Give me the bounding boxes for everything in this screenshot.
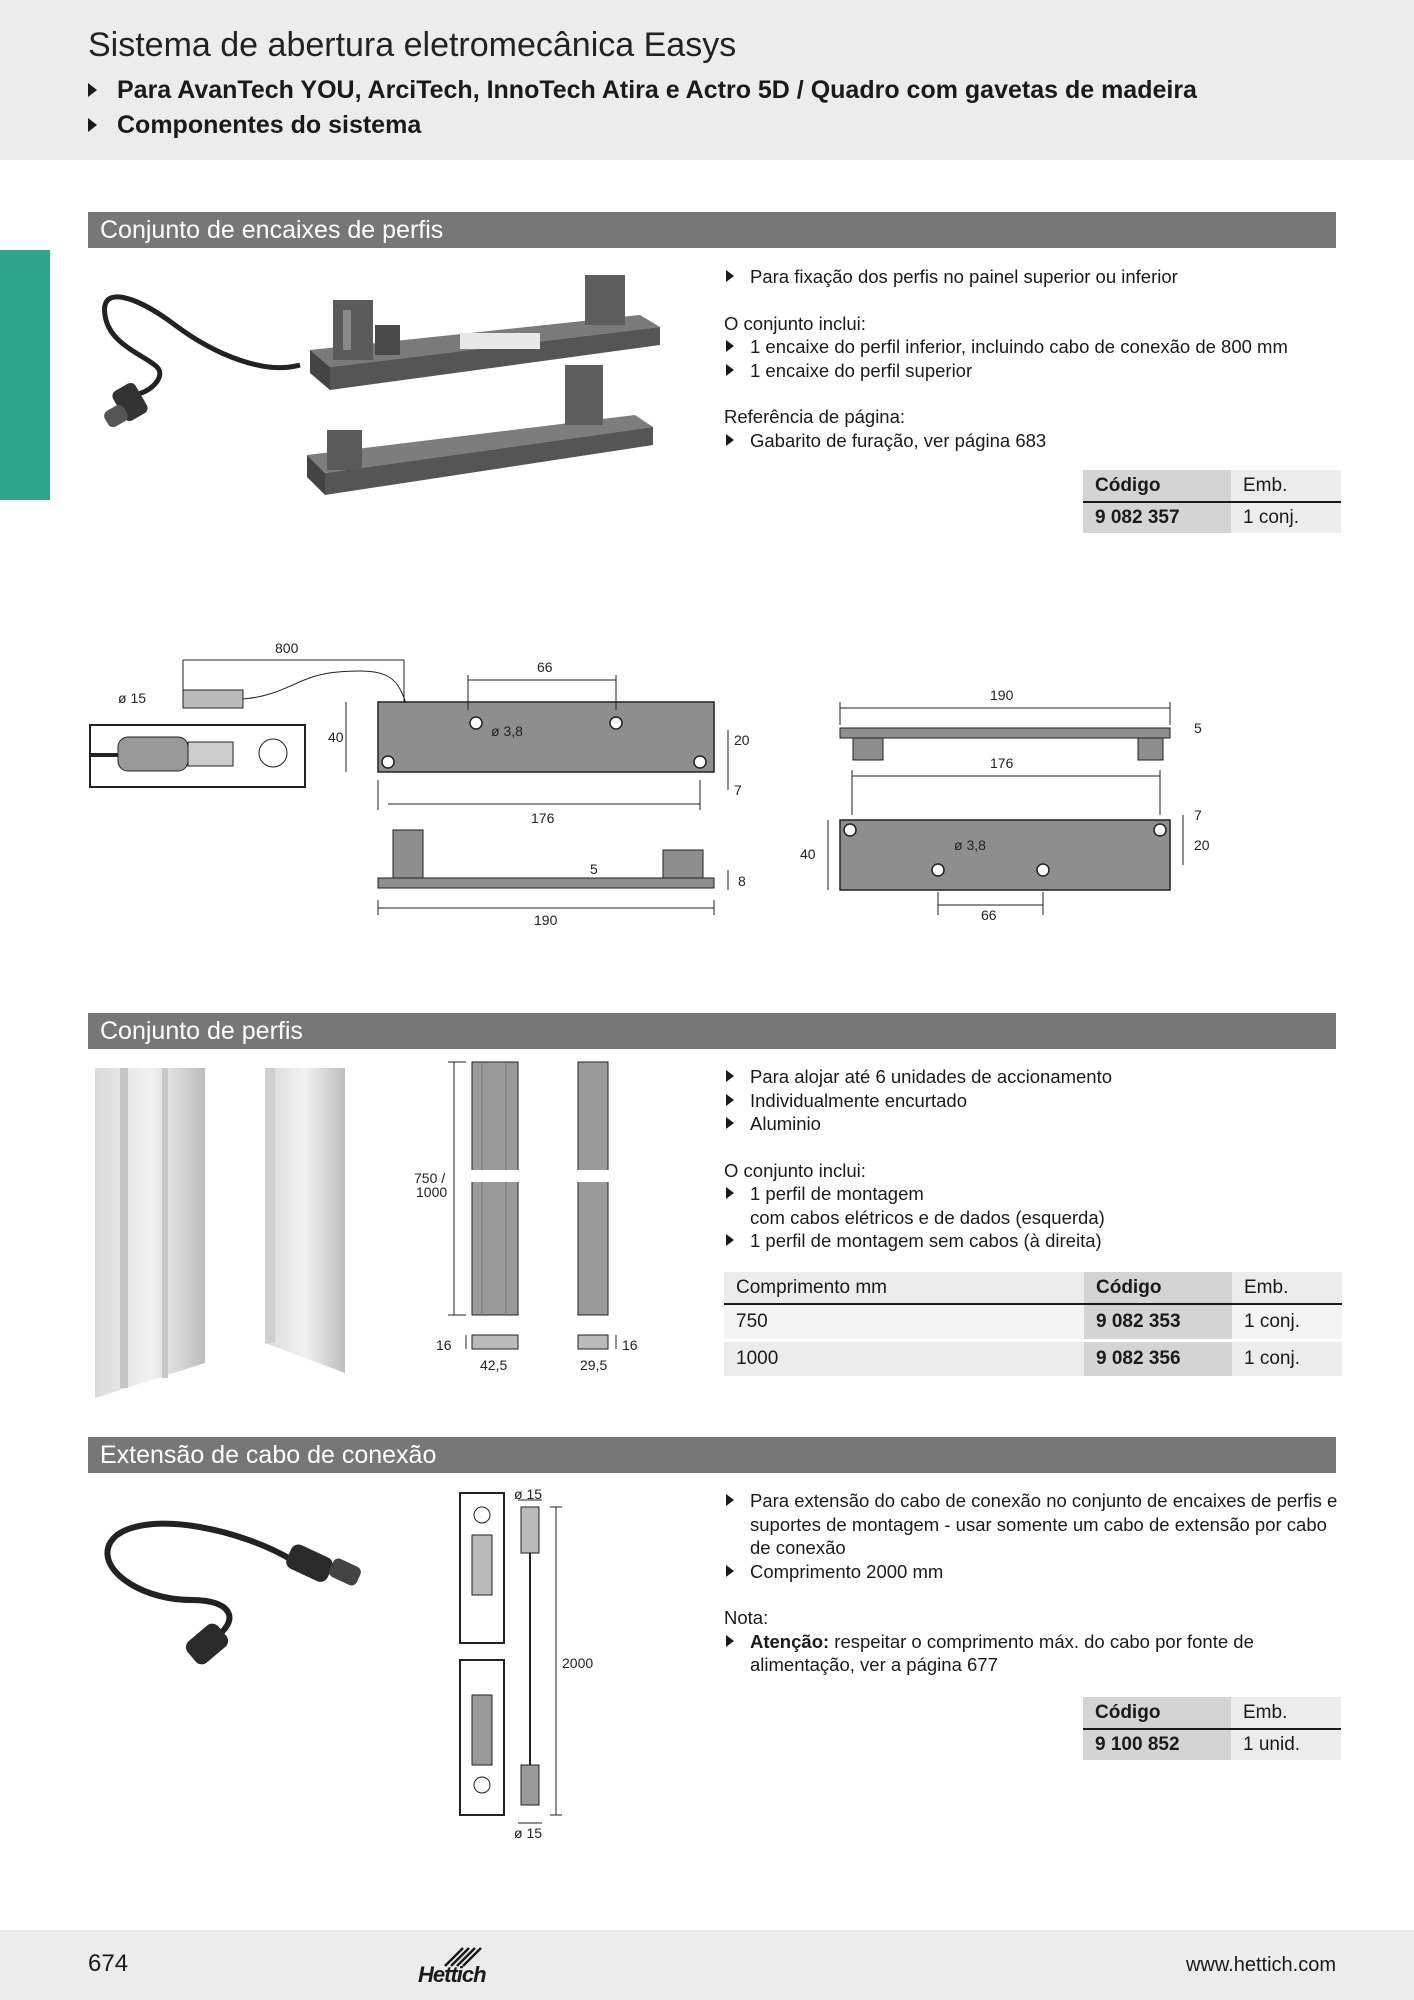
cell-pack: 1 conj. bbox=[1231, 503, 1341, 536]
dim-height-top: 40 bbox=[800, 846, 816, 862]
section-title: Conjunto de encaixes de perfis bbox=[100, 216, 444, 244]
section-title: Extensão de cabo de conexão bbox=[100, 1441, 437, 1469]
order-table-endcaps bbox=[1083, 470, 1341, 536]
dim-profile-width-right: 29,5 bbox=[580, 1357, 608, 1373]
list-item: Para fixação dos perfis no painel superior ou inferior bbox=[724, 265, 1344, 289]
dim-height: 40 bbox=[328, 729, 344, 745]
extension-cable-drawing bbox=[448, 1485, 608, 1845]
page-header bbox=[0, 0, 1414, 160]
dim-hole-span: 176 bbox=[531, 810, 555, 826]
column-header-pack: Emb. bbox=[1231, 470, 1341, 503]
list-item: Individualmente encurtado bbox=[724, 1089, 1344, 1113]
subtitle-components-text: Componentes do sistema bbox=[117, 111, 422, 139]
dim-base-height: 8 bbox=[738, 873, 746, 889]
bullet-arrow-icon bbox=[726, 1234, 734, 1246]
dim-edge: 7 bbox=[734, 782, 742, 798]
table-header-row bbox=[724, 1272, 1342, 1305]
list-item-continued: suportes de montagem - usar somente um cabo de extensão por cabo bbox=[750, 1513, 1327, 1535]
section-bar-profile-set bbox=[88, 1013, 1336, 1049]
table-header-row bbox=[1083, 1697, 1341, 1730]
bullet-arrow-icon bbox=[726, 270, 734, 282]
logo-wordmark: Hettich bbox=[418, 1962, 486, 1987]
dim-plug-diameter: ø 15 bbox=[118, 690, 147, 706]
includes-label: O conjunto inclui: bbox=[724, 1159, 866, 1181]
bullet-arrow-icon bbox=[726, 340, 734, 352]
profile-dimension-drawing bbox=[410, 1060, 650, 1390]
subtitle-components bbox=[88, 111, 421, 140]
dim-thickness: 5 bbox=[590, 861, 598, 877]
order-table-extension bbox=[1083, 1697, 1341, 1763]
cell-code: 9 082 353 bbox=[1084, 1305, 1232, 1342]
bullet-arrow-icon bbox=[726, 1635, 734, 1647]
list-item: Gabarito de furação, ver página 683 bbox=[724, 429, 1344, 453]
dim-edge-top: 7 bbox=[1194, 807, 1202, 823]
dim-hole-spacing-top: 66 bbox=[981, 907, 997, 923]
list-item: 1 perfil de montagem bbox=[724, 1182, 1344, 1206]
dim-profile-width-left: 42,5 bbox=[480, 1357, 508, 1373]
list-item: Para alojar até 6 unidades de accionamento bbox=[724, 1065, 1344, 1089]
order-table-profiles bbox=[724, 1272, 1342, 1379]
list-item: 1 encaixe do perfil superior bbox=[724, 359, 1344, 383]
page-title: Sistema de abertura eletromecânica Easys bbox=[88, 26, 737, 64]
column-header-pack: Emb. bbox=[1232, 1272, 1342, 1305]
list-item: 1 perfil de montagem sem cabos (à direita) bbox=[724, 1229, 1344, 1253]
column-header-code: Código bbox=[1083, 470, 1231, 503]
cell-code: 9 082 357 bbox=[1083, 503, 1231, 536]
cell-pack: 1 unid. bbox=[1231, 1730, 1341, 1763]
bullet-arrow-icon bbox=[726, 1070, 734, 1082]
dim-bottom-diameter: ø 15 bbox=[514, 1825, 543, 1841]
dim-offset: 20 bbox=[734, 732, 750, 748]
subtitle-products bbox=[88, 76, 1197, 105]
dim-profile-length-a: 750 / bbox=[414, 1170, 446, 1186]
list-item: Para extensão do cabo de conexão no conjunto de encaixes de perfis e bbox=[724, 1489, 1344, 1513]
bullet-arrow-icon bbox=[726, 1094, 734, 1106]
list-item-continued: alimentação, ver a página 677 bbox=[750, 1654, 998, 1675]
section2-description bbox=[724, 1065, 1344, 1253]
section-bar-profile-endcaps bbox=[88, 212, 1336, 248]
list-item: Comprimento 2000 mm bbox=[724, 1560, 1344, 1584]
dim-profile-length-b: 1000 bbox=[416, 1184, 448, 1200]
dim-length-top: 190 bbox=[990, 687, 1014, 703]
dim-hole-diameter: ø 3,8 bbox=[491, 723, 523, 739]
subtitle-products-text: Para AvanTech YOU, ArciTech, InnoTech Atira e Actro 5D / Quadro com gavetas de madeira bbox=[117, 76, 1197, 104]
table-row bbox=[1083, 1730, 1341, 1763]
dim-top-diameter: ø 15 bbox=[514, 1486, 543, 1502]
bullet-arrow-icon bbox=[726, 1187, 734, 1199]
dim-hole-span-top: 176 bbox=[990, 755, 1014, 771]
cell-length: 750 bbox=[724, 1305, 1084, 1342]
dim-cable-length: 2000 bbox=[562, 1655, 594, 1671]
cell-pack: 1 conj. bbox=[1232, 1305, 1342, 1342]
page-footer bbox=[0, 1930, 1414, 2000]
bullet-arrow-icon bbox=[88, 118, 97, 132]
column-header-pack: Emb. bbox=[1231, 1697, 1341, 1730]
chapter-color-tab bbox=[0, 250, 50, 500]
includes-label: O conjunto inclui: bbox=[724, 312, 866, 334]
dim-offset-top: 20 bbox=[1194, 837, 1210, 853]
note-warning-label: Atenção: bbox=[750, 1630, 830, 1652]
column-header-length: Comprimento mm bbox=[724, 1272, 1084, 1305]
list-item: 1 encaixe do perfil inferior, incluindo cabo de conexão de 800 mm bbox=[724, 335, 1344, 359]
bullet-arrow-icon bbox=[88, 83, 97, 97]
column-header-code: Código bbox=[1083, 1697, 1231, 1730]
bullet-arrow-icon bbox=[726, 1565, 734, 1577]
table-row bbox=[724, 1342, 1342, 1379]
table-header-row bbox=[1083, 470, 1341, 503]
table-row bbox=[724, 1305, 1342, 1342]
list-item-continued: com cabos elétricos e de dados (esquerda) bbox=[750, 1206, 1105, 1228]
dim-length: 190 bbox=[534, 912, 558, 928]
page-reference-label: Referência de página: bbox=[724, 406, 906, 427]
endcap-set-photo bbox=[95, 255, 685, 525]
profile-set-photo bbox=[90, 1063, 350, 1403]
bullet-arrow-icon bbox=[726, 364, 734, 376]
section1-description bbox=[724, 265, 1344, 452]
website-link[interactable]: www.hettich.com bbox=[1185, 1954, 1336, 1976]
dim-cable-length: 800 bbox=[275, 640, 299, 656]
dim-thickness-top: 5 bbox=[1194, 720, 1202, 736]
section-title: Conjunto de perfis bbox=[100, 1017, 303, 1045]
dim-profile-height-right: 16 bbox=[622, 1337, 638, 1353]
page-number: 674 bbox=[88, 1950, 129, 1977]
note-label: Nota: bbox=[724, 1607, 769, 1628]
bullet-arrow-icon bbox=[726, 434, 734, 446]
bullet-arrow-icon bbox=[726, 1494, 734, 1506]
cell-code: 9 082 356 bbox=[1084, 1342, 1232, 1379]
dim-profile-height-left: 16 bbox=[436, 1337, 452, 1353]
column-header-code: Código bbox=[1084, 1272, 1232, 1305]
dim-hole-diameter-top: ø 3,8 bbox=[954, 837, 986, 853]
cell-code: 9 100 852 bbox=[1083, 1730, 1231, 1763]
endcap-technical-drawing bbox=[88, 630, 1248, 940]
section-bar-cable-extension bbox=[88, 1437, 1336, 1473]
hettich-logo bbox=[415, 1940, 505, 1992]
dim-hole-spacing: 66 bbox=[537, 659, 553, 675]
cell-length: 1000 bbox=[724, 1342, 1084, 1379]
table-row bbox=[1083, 503, 1341, 536]
list-item: Aluminio bbox=[724, 1112, 1344, 1136]
list-item: Atenção: respeitar o comprimento máx. do cabo por fonte de bbox=[724, 1630, 1344, 1654]
extension-cable-photo bbox=[92, 1490, 392, 1670]
bullet-arrow-icon bbox=[726, 1117, 734, 1129]
section3-description bbox=[724, 1489, 1344, 1677]
list-item-continued: de conexão bbox=[750, 1537, 846, 1558]
cell-pack: 1 conj. bbox=[1232, 1342, 1342, 1379]
